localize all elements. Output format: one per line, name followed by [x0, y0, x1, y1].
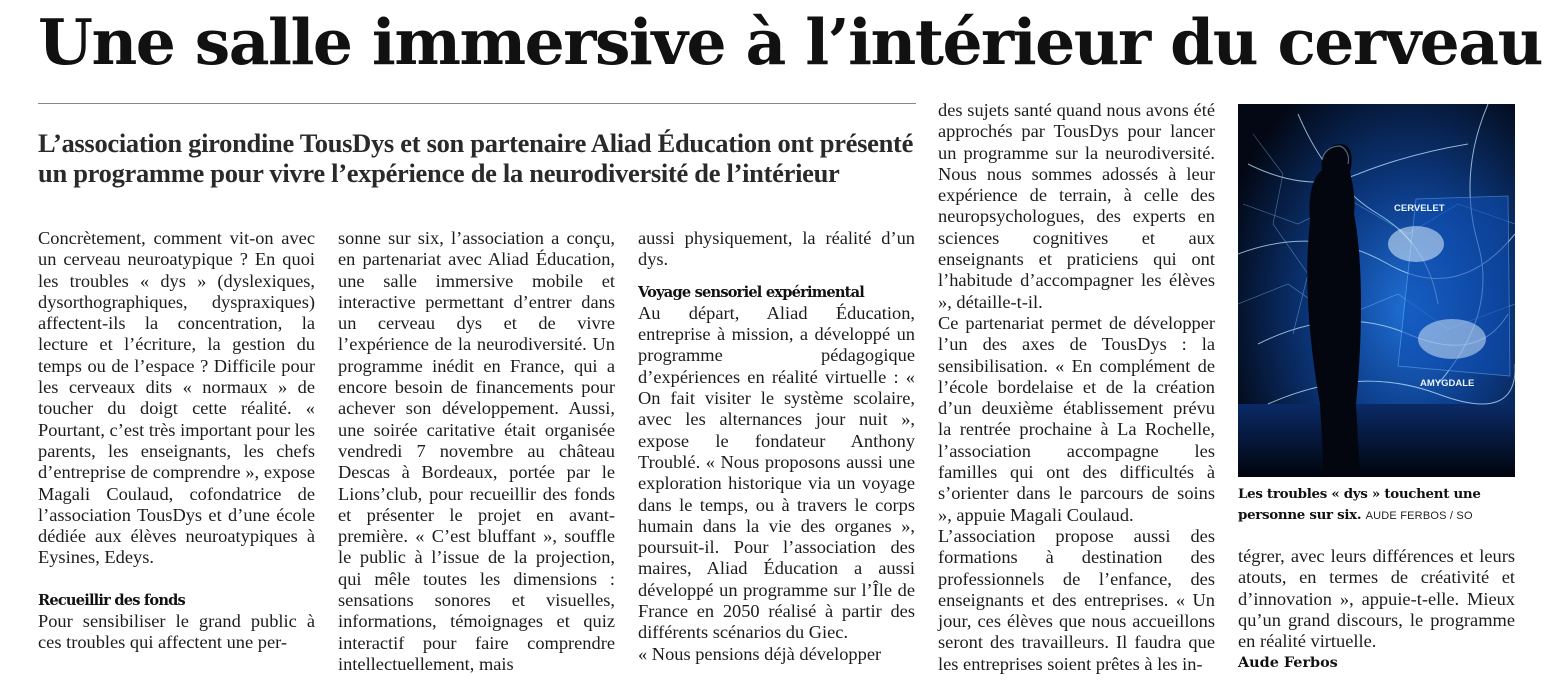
headline: Une salle immersive à l’intérieur du cerveau: [38, 5, 1542, 79]
article-column-4: [938, 100, 1215, 675]
article-photo: [1238, 104, 1515, 477]
author-byline: Aude Ferbos: [1238, 654, 1338, 672]
subheading: Recueillir des fonds: [38, 591, 185, 609]
article-column-3: [638, 228, 915, 665]
headline-divider: [38, 103, 916, 104]
paragraph: « Nous pensions déjà développer: [638, 643, 882, 664]
article-column-1: [38, 228, 315, 654]
paragraph: Ce partenariat permet de développer l’un des axes de TousDys : la sensibilisation. « En complément de l’école bordelaise et de la création d’un deuxième établissement prévu la rentrée prochaine à La Rochelle, l’association accompagne les familles qui ont des difficultés à s’orienter dans le parcours de soins », appuie Magali Coulaud.: [938, 312, 1215, 525]
paragraph: Au départ, Aliad Éducation, entreprise à mission, a développé un programme pédagogique d’expériences en réalité virtuelle : « On fait visiter le système scolaire, avec les alternances jour nuit », expose le fondateur Anthony Troublé. « Nous proposons aussi une exploration historique via un voyage dans le temps, ou à travers le corps humain dans la vie des organes », poursuit-il. Pour l’association des maires, Aliad Éducation a aussi développé un programme sur l’Île de France en 2050 réalisé à partir des différents scénarios du Giec.: [638, 302, 915, 643]
brain-label-amygdale: AMYGDALE: [1420, 378, 1475, 389]
paragraph: sonne sur six, l’association a conçu, en partenariat avec Aliad Éducation, une salle immersive mobile et interactive permettant d’entrer dans un cerveau dys et de vivre l’expérience de la neurodiversité. Un programme inédit en France, qui a encore besoin de financements pour achever son développement. Aussi, une soirée caritative était organisée vendredi 7 novembre au château Descas à Bordeaux, portée par le Lions’club, pour recueillir des fonds et présenter le projet en avant-première. « C’est bluffant », souffle le public à l’issue de la projection, qui mêle toutes les dimensions : sensations sonores et visuelles, informations, témoignages et quiz interactif pour faire comprendre intellectuellement, mais: [338, 228, 615, 674]
standfirst: [38, 128, 918, 188]
article-column-5: [1238, 546, 1515, 673]
article-column-2: [338, 228, 615, 675]
paragraph: L’association propose aussi des formations à destination des professionnels de l’enfance, des enseignants et des entreprises. « Un jour, ces élèves que nous accueillons seront des travailleurs. Il faudra que les entreprises soient prêtes à les in-: [938, 525, 1215, 674]
photo-caption: [1238, 484, 1520, 527]
caption-text: Les troubles « dys » touchent une personne sur six.: [1238, 486, 1481, 523]
paragraph: des sujets santé quand nous avons été approchés par TousDys pour lancer un programme sur la neurodiversité. Nous nous sommes adossés à leur expérience de terrain, à celle des neuropsychologues, des experts en sciences cognitives et aux enseignants et praticiens qui ont l’habitude d’accompagner les élèves », détaille-t-il.: [938, 100, 1215, 312]
brain-label-cervelet: CERVELET: [1394, 203, 1445, 214]
paragraph: tégrer, avec leurs différences et leurs atouts, en termes de créativité et d’innovation », appuie-t-elle. Mieux qu’un grand discours, le programme en réalité virtuelle.: [1238, 546, 1515, 652]
standfirst-line: L’association girondine TousDys et son partenaire Aliad Éducation ont présenté: [38, 128, 914, 158]
photo-credit: AUDE FERBOS / SO: [1365, 510, 1473, 522]
brain-projection-image: [1238, 104, 1515, 477]
paragraph: Pour sensibiliser le grand public à ces troubles qui affectent une per-: [38, 611, 315, 653]
standfirst-line: un programme pour vivre l’expérience de la neurodiversité de l’intérieur: [38, 158, 840, 188]
paragraph: aussi physiquement, la réalité d’un dys.: [638, 228, 915, 270]
subheading: Voyage sensoriel expérimental: [638, 283, 865, 301]
paragraph: Concrètement, comment vit-on avec un cerveau neuroatypique ? En quoi les troubles « dys » (dyslexiques, dysorthographiques, dyspraxiques) affectent-ils la concentration, la lecture et l’écriture, la gestion du temps ou de l’espace ? Difficile pour les cerveaux dits « normaux » de toucher du doigt cette réalité. « Pourtant, c’est très important pour les parents, les enseignants, les chefs d’entreprise de comprendre », expose Magali Coulaud, cofondatrice de l’association TousDys et d’une école dédiée aux élèves neuroatypiques à Eysines, Edeys.: [38, 228, 315, 568]
